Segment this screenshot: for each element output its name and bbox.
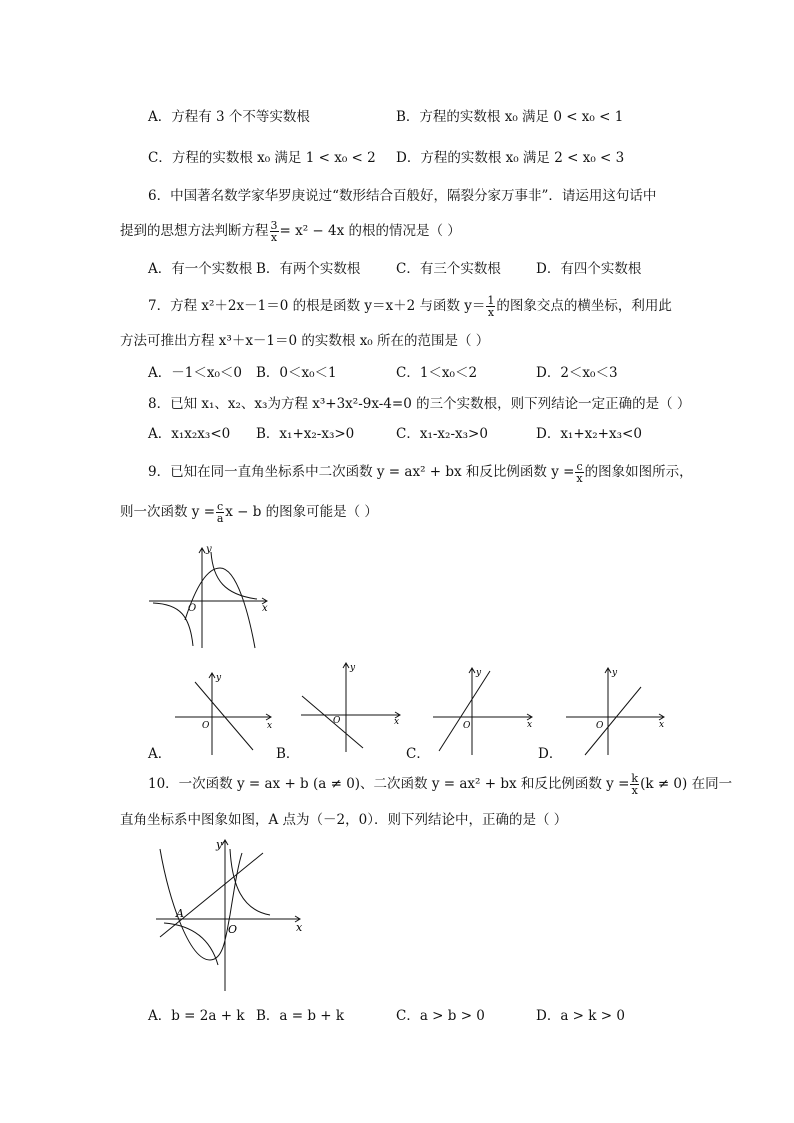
q9-option-a: A． <box>148 746 172 762</box>
q7-fraction <box>486 295 495 318</box>
q8-option-a: A．x₁x₂x₃<0 <box>148 426 231 442</box>
origin-label: O <box>202 721 210 731</box>
y-axis-label: y <box>216 673 222 683</box>
q9-option-c: C． <box>406 746 430 762</box>
q7-option-b: B．0＜x₀＜1 <box>256 365 337 381</box>
q5-option-a: A．方程有 3 个不等实数根 <box>148 109 310 125</box>
linear-function-line <box>302 696 363 748</box>
q8-option-d: D．x₁+x₂+x₃<0 <box>536 426 642 442</box>
x-axis-label: x <box>262 603 268 614</box>
q10-graph <box>150 835 310 995</box>
q6-stem-line1: 6．中国著名数学家华罗庚说过“数形结合百般好，隔裂分家万事非”．请运用这句话中 <box>148 188 657 204</box>
q7-option-d: D．2＜x₀＜3 <box>536 365 618 381</box>
q9-stem-post: 的图象如图所示， <box>584 464 693 480</box>
q6-stem-pre: 提到的思想方法判断方程 <box>120 223 269 239</box>
q7-fraction-den: x <box>487 306 495 319</box>
q6-fraction-den: x <box>270 231 278 244</box>
linear-function-line <box>439 671 490 751</box>
q9-fraction-2 <box>216 501 224 524</box>
y-axis-label: y <box>216 838 223 851</box>
q7-stem-line1 <box>148 295 672 318</box>
origin-label: O <box>463 721 471 731</box>
q8-option-b: B．x₁+x₂-x₃>0 <box>256 426 355 442</box>
q10-stem-post: (k ≠ 0) 在同一 <box>640 776 733 792</box>
origin-label: O <box>596 721 604 731</box>
origin-label: O <box>228 923 238 936</box>
y-axis-label: y <box>350 663 356 673</box>
q9-fraction2-den: a <box>216 512 224 525</box>
hyperbola-branch-right <box>211 552 257 599</box>
q9-main-graph <box>145 540 280 655</box>
q10-option-b: B．a = b + k <box>256 1008 345 1024</box>
q7-fraction-num: 1 <box>487 294 495 307</box>
x-axis-label: x <box>267 721 273 731</box>
q5-option-d: D．方程的实数根 x₀ 满足 2 < x₀ < 3 <box>396 150 625 166</box>
hyperbola-branch-left <box>153 603 193 646</box>
q10-option-c: C．a > b > 0 <box>396 1008 485 1024</box>
q9-fraction-den: x <box>576 472 583 485</box>
q5-option-c: C．方程的实数根 x₀ 满足 1 < x₀ < 2 <box>148 150 376 166</box>
q9-option-c-graph <box>430 665 540 760</box>
q9-stem-pre: 9．已知在同一直角坐标系中二次函数 y = ax² + bx 和反比例函数 y = <box>148 464 575 480</box>
q7-option-c: C．1＜x₀＜2 <box>396 365 478 381</box>
q9-fraction-num: c <box>576 460 583 473</box>
q5-option-b: B．方程的实数根 x₀ 满足 0 < x₀ < 1 <box>396 109 624 125</box>
q6-fraction-num: 3 <box>270 219 278 232</box>
q9-option-b-graph <box>296 660 406 755</box>
q9-option-d-graph <box>563 665 673 760</box>
q6-option-c: C．有三个实数根 <box>396 261 501 277</box>
y-axis-label: y <box>206 544 212 555</box>
q9-fraction <box>575 461 583 484</box>
q10-fraction-num: k <box>631 772 639 785</box>
q10-option-a: A．b = 2a + k <box>148 1008 245 1024</box>
q6-stem-post: = x² − 4x 的根的情况是（ ） <box>279 223 461 239</box>
q10-option-d: D．a > k > 0 <box>536 1008 625 1024</box>
q9-stem2-pre: 则一次函数 y = <box>120 504 216 520</box>
q7-option-a: A．－1＜x₀＜0 <box>148 365 242 381</box>
x-axis-label: x <box>659 720 665 730</box>
q10-stem-line1 <box>148 773 732 796</box>
point-a-label: A <box>176 907 184 920</box>
q9-stem-line2 <box>120 501 378 524</box>
parabola <box>160 849 242 960</box>
q6-option-b: B．有两个实数根 <box>256 261 361 277</box>
linear-function-line <box>585 687 641 755</box>
q9-fraction2-num: c <box>217 500 224 513</box>
q10-stem-pre: 10．一次函数 y = ax + b (a ≠ 0)、二次函数 y = ax² + bx 和反比例函数 y = <box>148 776 630 792</box>
q7-stem-line2: 方法可推出方程 x³＋x－1＝0 的实数根 x₀ 所在的范围是（ ） <box>120 333 490 349</box>
q10-stem-line2: 直角坐标系中图象如图，A 点为（－2，0）．则下列结论中，正确的是（ ） <box>120 812 568 828</box>
q9-stem-line1 <box>148 461 693 484</box>
q8-stem: 8．已知 x₁、x₂、x₃为方程 x³+3x²-9x-4=0 的三个实数根，则下列结论一定正确的是（ ） <box>148 396 691 412</box>
q9-stem2-post: x − b 的图象可能是（ ） <box>225 504 378 520</box>
q6-stem-line2 <box>120 220 461 243</box>
y-axis-label: y <box>612 668 618 678</box>
origin-label: O <box>188 603 197 614</box>
q10-fraction-den: x <box>631 784 638 797</box>
q6-option-a: A．有一个实数根 <box>148 261 253 277</box>
y-axis-label: y <box>476 668 482 678</box>
origin-label: O <box>333 716 341 726</box>
linear-function-line <box>195 682 253 750</box>
q9-option-a-graph <box>170 670 280 760</box>
x-axis-label: x <box>394 717 400 727</box>
q7-stem-pre: 7．方程 x²＋2x－1＝0 的根是函数 y＝x＋2 与函数 y＝ <box>148 298 486 314</box>
q8-option-c: C．x₁-x₂-x₃>0 <box>396 426 488 442</box>
q10-fraction <box>630 773 639 796</box>
q9-option-b: B． <box>276 746 300 762</box>
q6-option-d: D．有四个实数根 <box>536 261 642 277</box>
q9-option-d: D． <box>538 746 563 762</box>
x-axis-label: x <box>527 720 533 730</box>
q6-fraction <box>270 220 279 243</box>
q7-stem-post: 的图象交点的横坐标，利用此 <box>496 298 672 314</box>
x-axis-label: x <box>296 921 303 934</box>
